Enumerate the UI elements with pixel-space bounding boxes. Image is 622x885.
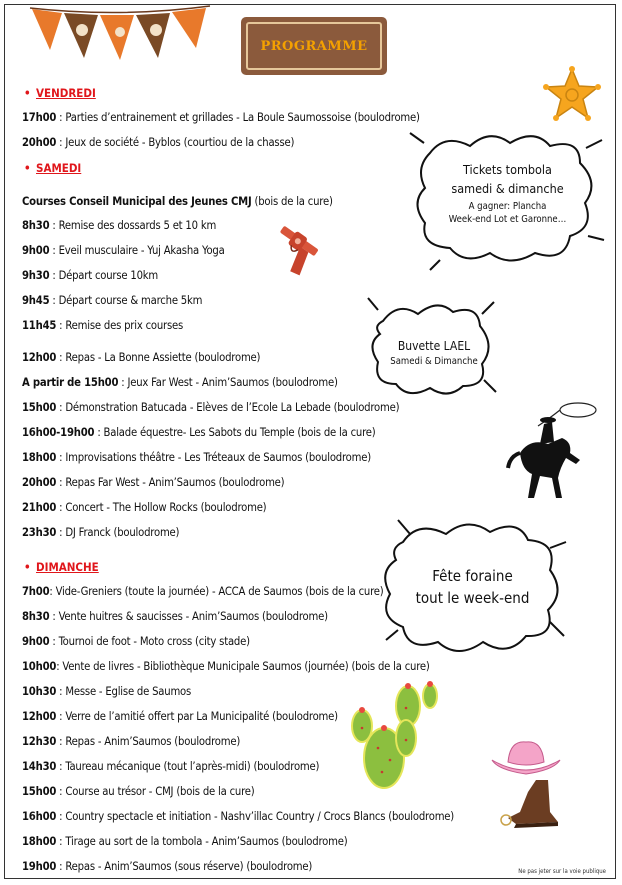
bunting-decoration	[0, 0, 230, 70]
event-line: 8h30 : Remise des dossards 5 et 10 km	[22, 219, 217, 232]
fete-text	[390, 565, 555, 609]
event-line: 12h30 : Repas - Anim’Saumos (boulodrome)	[22, 735, 241, 748]
cactus-icon	[348, 678, 438, 793]
event-line: 11h45 : Remise des prix courses	[22, 319, 184, 332]
event-line: 12h00 : Repas - La Bonne Assiette (boulodrome)	[22, 351, 261, 364]
event-line: 10h00: Vente de livres - Bibliothèque Municipale Saumos (journée) (bois de la cure)	[22, 660, 430, 673]
tombola-line2: samedi & dimanche	[451, 181, 564, 196]
event-line: 21h00 : Concert - The Hollow Rocks (boulodrome)	[22, 501, 267, 514]
event-line: 16h00-19h00 : Balade équestre- Les Sabots du Temple (bois de la cure)	[22, 426, 376, 439]
event-line: Courses Conseil Municipal des Jeunes CMJ (bois de la cure)	[22, 195, 333, 208]
tombola-line1: Tickets tombola	[463, 162, 552, 177]
event-line: 18h00 : Tirage au sort de la tombola - Anim’Saumos (boulodrome)	[22, 835, 348, 848]
cowboy-hat-boot-icon	[488, 730, 563, 830]
event-line: 19h00 : Repas - Anim’Saumos (sous réserve) (boulodrome)	[22, 860, 313, 873]
event-line: 20h00 : Jeux de société - Byblos (courtiou de la chasse)	[22, 136, 295, 149]
cowboy-horse-icon	[500, 398, 600, 503]
event-line: 14h30 : Taureau mécanique (tout l’après-midi) (boulodrome)	[22, 760, 320, 773]
event-line: 7h00: Vide-Greniers (toute la journée) - ACCA de Saumos (bois de la cure)	[22, 585, 384, 598]
event-line: 9h30 : Départ course 10km	[22, 269, 159, 282]
event-line: A partir de 15h00 : Jeux Far West - Anim’Saumos (boulodrome)	[22, 376, 338, 389]
day-heading-vendredi: • VENDREDI	[36, 86, 96, 100]
event-line: 15h00 : Course au trésor - CMJ (bois de la cure)	[22, 785, 255, 798]
tombola-line3: A gagner: Plancha	[468, 201, 547, 212]
buvette-text	[378, 337, 490, 369]
event-line: 9h45 : Départ course & marche 5km	[22, 294, 203, 307]
event-line: 18h00 : Improvisations théâtre - Les Tréteaux de Saumos (boulodrome)	[22, 451, 371, 464]
tombola-line4: Week-end Lot et Garonne…	[448, 214, 567, 225]
event-line: 15h00 : Démonstration Batucada - Elèves de l’Ecole La Lebade (boulodrome)	[22, 401, 400, 414]
fete-line2: tout le week-end	[415, 589, 530, 607]
buvette-line1: Buvette LAEL	[397, 339, 471, 353]
buvette-line2: Samedi & Dimanche	[390, 356, 478, 367]
event-line: 17h00 : Parties d’entrainement et grillades - La Boule Saumossoise (boulodrome)	[22, 111, 420, 124]
day-heading-dimanche: • DIMANCHE	[36, 560, 99, 574]
day-heading-samedi: • SAMEDI	[36, 161, 81, 175]
event-line: 9h00 : Eveil musculaire - Yuj Akasha Yoga	[22, 244, 225, 257]
event-line: 9h00 : Tournoi de foot - Moto cross (city stade)	[22, 635, 250, 648]
event-line: 10h30 : Messe - Eglise de Saumos	[22, 685, 192, 698]
page-title: PROGRAMME	[260, 38, 368, 54]
tombola-text	[420, 160, 595, 226]
fete-line1: Fête foraine	[432, 567, 513, 585]
event-line: 23h30 : DJ Franck (boulodrome)	[22, 526, 180, 539]
event-line: 20h00 : Repas Far West - Anim’Saumos (boulodrome)	[22, 476, 285, 489]
footer-note: Ne pas jeter sur la voie publique	[518, 868, 606, 875]
programme-banner	[241, 17, 387, 75]
revolver-icon	[265, 223, 320, 285]
event-line: 8h30 : Vente huitres & saucisses - Anim’Saumos (boulodrome)	[22, 610, 328, 623]
event-line: 16h00 : Country spectacle et initiation - Nashv’illac Country / Crocs Blancs (boulodrome)	[22, 810, 455, 823]
sheriff-star-icon	[543, 66, 601, 124]
event-line: 12h00 : Verre de l’amitié offert par La Municipalité (boulodrome)	[22, 710, 338, 723]
